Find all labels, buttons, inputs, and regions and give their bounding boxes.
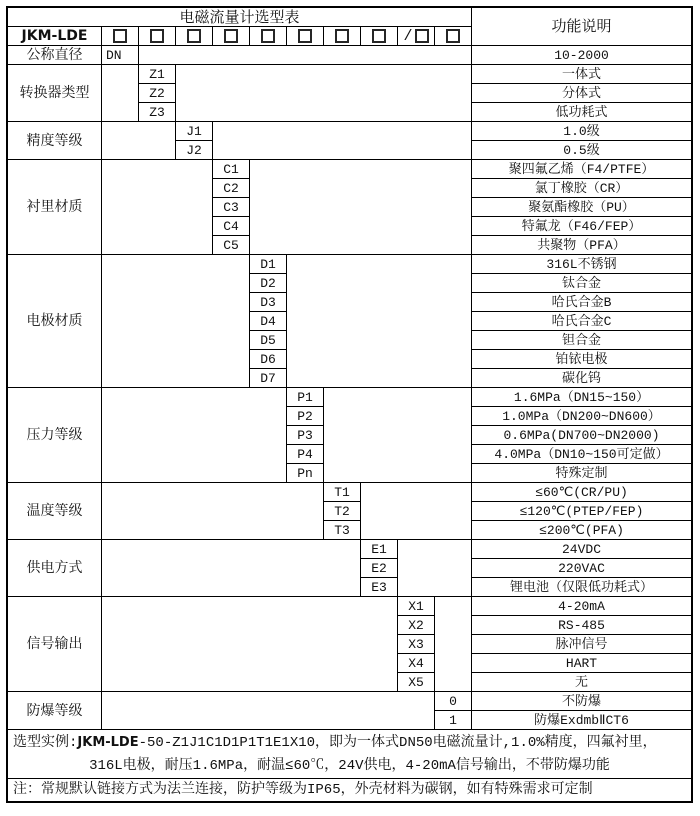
- code-cell: D1: [250, 255, 286, 273]
- section-label: 衬里材质: [8, 160, 101, 254]
- checkbox-icon: [335, 29, 349, 43]
- model-digit-cell: [398, 27, 434, 45]
- section-label: 信号输出: [8, 597, 101, 691]
- remark-note: 注：常规默认链接方式为法兰连接，防护等级为IP65，外壳材料为碳钢，如有特殊需求可定制: [8, 779, 691, 801]
- section-label: 温度等级: [8, 483, 101, 539]
- checkbox-icon: [150, 29, 164, 43]
- code-cell: T3: [324, 521, 360, 539]
- description-cell: 碳化钨: [472, 369, 691, 387]
- code-cell: D3: [250, 293, 286, 311]
- description-cell: 1.6MPa（DN15~150）: [472, 388, 691, 406]
- empty-merged-cell: [324, 388, 471, 482]
- description-cell: 316L不锈钢: [472, 255, 691, 273]
- checkbox-icon: [224, 29, 238, 43]
- section-label: 压力等级: [8, 388, 101, 482]
- checkbox-icon: [113, 29, 127, 43]
- code-cell: E2: [361, 559, 397, 577]
- description-cell: 1.0MPa（DN200~DN600）: [472, 407, 691, 425]
- empty-merged-cell: [435, 597, 471, 691]
- description-cell: 聚氨酯橡胶（PU）: [472, 198, 691, 216]
- empty-merged-cell: [102, 388, 286, 482]
- empty-merged-cell: [287, 255, 471, 387]
- description-cell: 锂电池（仅限低功耗式）: [472, 578, 691, 596]
- example-line1: [8, 731, 691, 755]
- code-cell: 0: [435, 692, 471, 710]
- empty-merged-cell: [102, 692, 434, 729]
- description-cell: 10-2000: [472, 46, 691, 64]
- description-cell: 特氟龙（F46/FEP）: [472, 217, 691, 235]
- code-cell: D6: [250, 350, 286, 368]
- code-cell: E3: [361, 578, 397, 596]
- checkbox-icon: [446, 29, 460, 43]
- section-label: 供电方式: [8, 540, 101, 596]
- description-cell: 氯丁橡胶（CR）: [472, 179, 691, 197]
- description-cell: RS-485: [472, 616, 691, 634]
- code-cell: C4: [213, 217, 249, 235]
- model-digit-cell: [102, 27, 138, 45]
- selection-example-note: [8, 730, 691, 778]
- empty-merged-cell: [102, 597, 397, 691]
- description-cell: 4.0MPa（DN10~150可定做）: [472, 445, 691, 463]
- description-cell: 一体式: [472, 65, 691, 83]
- code-cell: Z2: [139, 84, 175, 102]
- code-cell: J1: [176, 122, 212, 140]
- description-cell: 哈氏合金B: [472, 293, 691, 311]
- checkbox-icon: [261, 29, 275, 43]
- description-cell: 防爆ExdmbⅡCT6: [472, 711, 691, 729]
- description-cell: 不防爆: [472, 692, 691, 710]
- description-cell: 4-20mA: [472, 597, 691, 615]
- code-cell: C2: [213, 179, 249, 197]
- description-cell: 哈氏合金C: [472, 312, 691, 330]
- code-cell: DN: [102, 46, 138, 64]
- table-title: 电磁流量计选型表: [8, 8, 471, 26]
- code-cell: D5: [250, 331, 286, 349]
- empty-merged-cell: [102, 122, 175, 159]
- description-cell: 分体式: [472, 84, 691, 102]
- empty-merged-cell: [102, 65, 138, 121]
- empty-merged-cell: [250, 160, 471, 254]
- description-cell: 0.5级: [472, 141, 691, 159]
- code-cell: P4: [287, 445, 323, 463]
- empty-merged-cell: [102, 160, 212, 254]
- code-cell: C5: [213, 236, 249, 254]
- model-digit-cell: [361, 27, 397, 45]
- empty-merged-cell: [102, 255, 249, 387]
- section-label: 转换器类型: [8, 65, 101, 121]
- description-cell: 24VDC: [472, 540, 691, 558]
- model-digit-cell: [287, 27, 323, 45]
- description-cell: HART: [472, 654, 691, 672]
- code-cell: Pn: [287, 464, 323, 482]
- description-cell: 1.0级: [472, 122, 691, 140]
- section-label: 电极材质: [8, 255, 101, 387]
- empty-merged-cell: [361, 483, 471, 539]
- code-cell: C1: [213, 160, 249, 178]
- example-model-code: JKM-LDE: [77, 734, 139, 750]
- code-cell: D2: [250, 274, 286, 292]
- model-prefix-label: JKM-LDE: [8, 27, 101, 45]
- code-cell: X1: [398, 597, 434, 615]
- description-cell: 220VAC: [472, 559, 691, 577]
- empty-merged-cell: [139, 46, 471, 64]
- description-cell: ≤60℃(CR/PU): [472, 483, 691, 501]
- description-cell: 0.6MPa(DN700~DN2000): [472, 426, 691, 444]
- code-cell: T1: [324, 483, 360, 501]
- code-cell: P1: [287, 388, 323, 406]
- empty-merged-cell: [398, 540, 471, 596]
- section-label: 精度等级: [8, 122, 101, 159]
- code-cell: P3: [287, 426, 323, 444]
- description-cell: 钛合金: [472, 274, 691, 292]
- code-cell: Z1: [139, 65, 175, 83]
- code-cell: Z3: [139, 103, 175, 121]
- description-cell: ≤200℃(PFA): [472, 521, 691, 539]
- model-digit-cell: [324, 27, 360, 45]
- section-label: 公称直径: [8, 46, 101, 64]
- code-cell: P2: [287, 407, 323, 425]
- code-cell: C3: [213, 198, 249, 216]
- selection-table: [6, 6, 693, 803]
- checkbox-icon: [372, 29, 386, 43]
- description-cell: 铂铱电极: [472, 350, 691, 368]
- example-rest: -50-Z1J1C1D1P1T1E1X10，即为一体式DN50电磁流量计,1.0%精度，四氟衬里，: [138, 734, 657, 751]
- example-line2: 316L电极，耐压1.6MPa，耐温≤60℃，24V供电，4-20mA信号输出，不带防爆功能: [89, 757, 610, 774]
- code-cell: X5: [398, 673, 434, 691]
- description-cell: 无: [472, 673, 691, 691]
- description-cell: ≤120℃(PTEP/FEP): [472, 502, 691, 520]
- description-cell: 脉冲信号: [472, 635, 691, 653]
- empty-merged-cell: [213, 122, 471, 159]
- example-prefix: 选型实例:: [13, 734, 78, 751]
- model-digit-cell: [176, 27, 212, 45]
- code-cell: J2: [176, 141, 212, 159]
- checkbox-icon: [415, 29, 429, 43]
- section-label: 防爆等级: [8, 692, 101, 729]
- empty-merged-cell: [176, 65, 471, 121]
- description-cell: 钽合金: [472, 331, 691, 349]
- code-cell: D4: [250, 312, 286, 330]
- slash-separator: /: [403, 27, 413, 45]
- model-digit-cell: [139, 27, 175, 45]
- empty-merged-cell: [102, 540, 360, 596]
- description-cell: 低功耗式: [472, 103, 691, 121]
- model-digit-cell: [435, 27, 471, 45]
- description-cell: 共聚物（PFA）: [472, 236, 691, 254]
- checkbox-icon: [298, 29, 312, 43]
- code-cell: X3: [398, 635, 434, 653]
- description-cell: 特殊定制: [472, 464, 691, 482]
- code-cell: T2: [324, 502, 360, 520]
- code-cell: 1: [435, 711, 471, 729]
- function-description-header: 功能说明: [472, 8, 691, 45]
- code-cell: X4: [398, 654, 434, 672]
- model-digit-cell: [250, 27, 286, 45]
- code-cell: D7: [250, 369, 286, 387]
- model-digit-cell: [213, 27, 249, 45]
- checkbox-icon: [187, 29, 201, 43]
- code-cell: E1: [361, 540, 397, 558]
- empty-merged-cell: [102, 483, 323, 539]
- code-cell: X2: [398, 616, 434, 634]
- description-cell: 聚四氟乙烯（F4/PTFE）: [472, 160, 691, 178]
